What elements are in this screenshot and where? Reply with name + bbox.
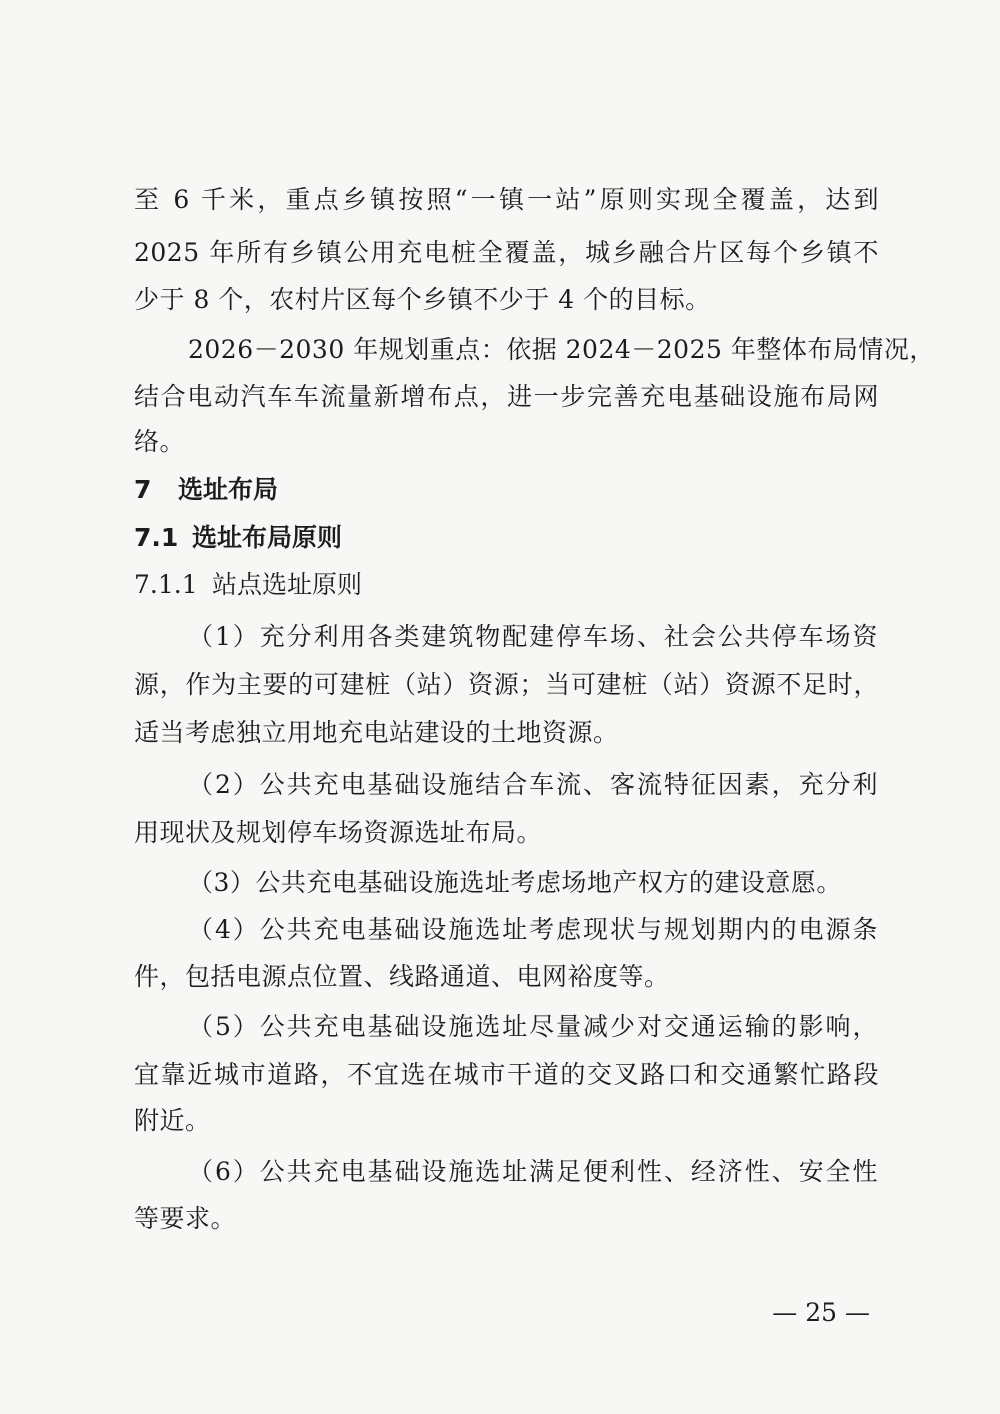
principle-line: （6）公共充电基础设施选址满足便利性、经济性、安全性 bbox=[188, 1157, 878, 1186]
paragraph-line: 2025 年所有乡镇公用充电桩全覆盖，城乡融合片区每个乡镇不 bbox=[134, 238, 879, 267]
principle-line: 宜靠近城市道路，不宜选在城市干道的交叉路口和交通繁忙路段 bbox=[134, 1060, 879, 1089]
principle-line: （3）公共充电基础设施选址考虑场地产权方的建设意愿。 bbox=[188, 868, 842, 897]
paragraph-line: 少于 8 个，农村片区每个乡镇不少于 4 个的目标。 bbox=[134, 285, 711, 314]
principle-line: （5）公共充电基础设施选址尽量减少对交通运输的影响， bbox=[188, 1012, 878, 1041]
subsection-number: 7.1 bbox=[134, 523, 179, 552]
principle-line: 件，包括电源点位置、线路通道、电网裕度等。 bbox=[134, 962, 670, 991]
principle-line: 等要求。 bbox=[134, 1204, 237, 1233]
subsubsection-number: 7.1.1 bbox=[134, 570, 198, 599]
subsubsection-heading bbox=[134, 568, 362, 602]
paragraph-line: 结合电动汽车车流量新增布点，进一步完善充电基础设施布局网 bbox=[134, 382, 879, 411]
paragraph-line: 2026－2030 年规划重点：依据 2024－2025 年整体布局情况， bbox=[188, 335, 935, 364]
principle-line: 附近。 bbox=[134, 1106, 211, 1135]
principle-line: （1）充分利用各类建筑物配建停车场、社会公共停车场资 bbox=[188, 622, 878, 651]
subsection-heading bbox=[134, 521, 342, 555]
principle-line: 用现状及规划停车场资源选址布局。 bbox=[134, 818, 543, 847]
section-number: 7 bbox=[134, 475, 152, 504]
paragraph-line: 络。 bbox=[134, 427, 186, 456]
principle-line: 适当考虑独立用地充电站建设的土地资源。 bbox=[134, 718, 619, 747]
subsubsection-title: 站点选址原则 bbox=[212, 570, 363, 599]
subsection-title: 选址布局原则 bbox=[192, 523, 343, 552]
section-heading bbox=[134, 473, 278, 507]
section-title: 选址布局 bbox=[178, 475, 279, 504]
paragraph-line: 至 6 千米，重点乡镇按照“一镇一站”原则实现全覆盖，达到 bbox=[134, 185, 879, 214]
principle-line: 源，作为主要的可建桩（站）资源；当可建桩（站）资源不足时， bbox=[134, 670, 879, 699]
principle-line: （2）公共充电基础设施结合车流、客流特征因素，充分利 bbox=[188, 770, 878, 799]
principle-line: （4）公共充电基础设施选址考虑现状与规划期内的电源条 bbox=[188, 915, 878, 944]
page-number: — 25 — bbox=[772, 1298, 870, 1327]
